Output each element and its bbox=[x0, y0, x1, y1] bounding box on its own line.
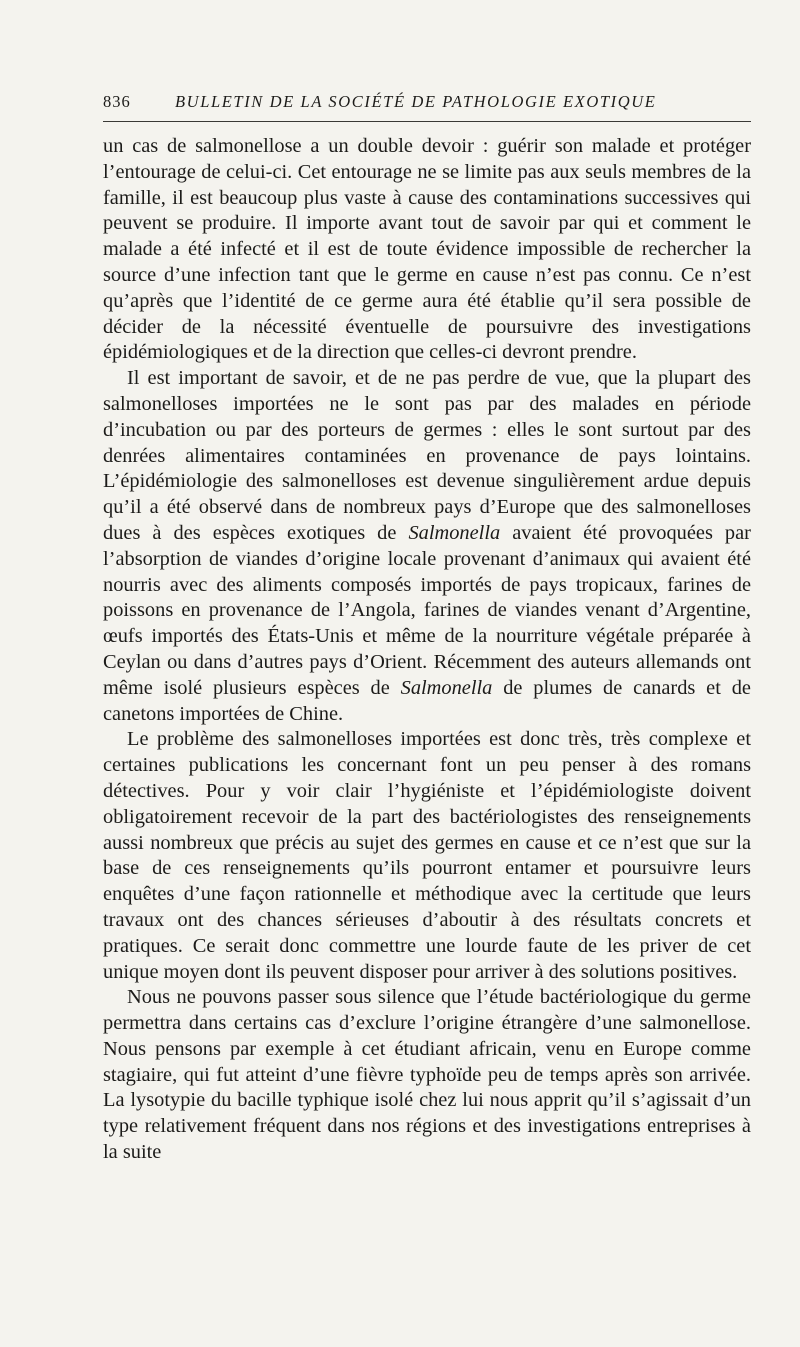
journal-title: BULLETIN DE LA SOCIÉTÉ DE PATHOLOGIE EXOTIQUE bbox=[175, 92, 657, 111]
genus-name-salmonella-2: Salmonella bbox=[400, 676, 493, 699]
header-rule bbox=[103, 121, 751, 122]
paragraph-1: un cas de salmonellose a un double devoir : guérir son malade et protéger l’entourage de celui-ci. Cet entourage ne se limite pas aux seuls membres de la famille, il est beaucoup plus vaste à cause des contaminations successives qui peuvent se produire. Il importe avant tout de savoir par qui et comment le malade a été infecté et il est de toute évidence impossible de rechercher la source d’une infection tant que le germe en cause n’est pas connu. Ce n’est qu’après que l’identité de ce germe aura été établie qu’il sera possible de décider de la nécessité éventuelle de poursuivre des investigations épidémiologiques et de la direction que celles-ci devront prendre. bbox=[103, 135, 751, 364]
paragraph-2-part-a: Il est important de savoir, et de ne pas perdre de vue, que la plupart des salmonelloses importées ne le sont pas par des malades en période d’incubation ou par des porteurs de germes : elles le sont surtout par des denrées alimentaires contaminées en provenance de pays lointains. L’épidémiologie des salmonelloses est devenue singulièrement ardue depuis qu’il a été observé dans de nombreux pays d’Europe que des salmonelloses dues à des espèces exotiques de bbox=[103, 367, 751, 544]
genus-name-salmonella: Salmonella bbox=[408, 521, 501, 544]
paragraph-3: Le problème des salmonelloses importées est donc très, très complexe et certaines publications les concernant font un peu penser à des romans détectives. Pour y voir clair l’hygiéniste et l’épidémiologiste doivent obligatoirement recevoir de la part des bactériologistes des renseignements aussi nombreux que précis au sujet des germes en cause et ce n’est que sur la base de ces renseignements qu’ils pourront entamer et poursuivre leurs enquêtes d’une façon rationnelle et méthodique avec la certitude que leurs travaux ont des chances sérieuses d’aboutir à des résultats concrets et pratiques. Ce serait donc commettre une lourde faute de les priver de cet unique moyen dont ils peuvent disposer pour arriver à des solutions positives. bbox=[103, 728, 751, 983]
article-body bbox=[103, 134, 751, 1166]
running-head bbox=[103, 90, 751, 118]
paragraph-2-part-c: de plumes de canards et de canetons importées de Chine. bbox=[103, 676, 751, 725]
paragraph-2 bbox=[103, 366, 751, 727]
page-number: 836 bbox=[103, 92, 131, 111]
paragraph-4: Nous ne pouvons passer sous silence que l’étude bactériologique du germe permettra dans certains cas d’exclure l’origine étrangère d’une salmonellose. Nous pensons par exemple à cet étudiant africain, venu en Europe comme stagiaire, qui fut atteint d’une fièvre typhoïde peu de temps après son arrivée. La lysotypie du bacille typhique isolé chez lui nous apprit qu’il s’agissait d’un type relativement fréquent dans nos régions et des investigations entreprises à la suite bbox=[103, 986, 751, 1164]
paragraph-2-part-b: avaient été provoquées par l’absorption de viandes d’origine locale provenant d’animaux qui avaient été nourris avec des aliments composés importés de pays tropicaux, farines de poissons en provenance de l’Angola, farines de viandes venant d’Argentine, œufs importés des États-Unis et même de la nourriture végétale préparée à Ceylan ou dans d’autres pays d’Orient. Récemment des auteurs allemands ont même isolé plusieurs espèces de bbox=[103, 521, 751, 699]
